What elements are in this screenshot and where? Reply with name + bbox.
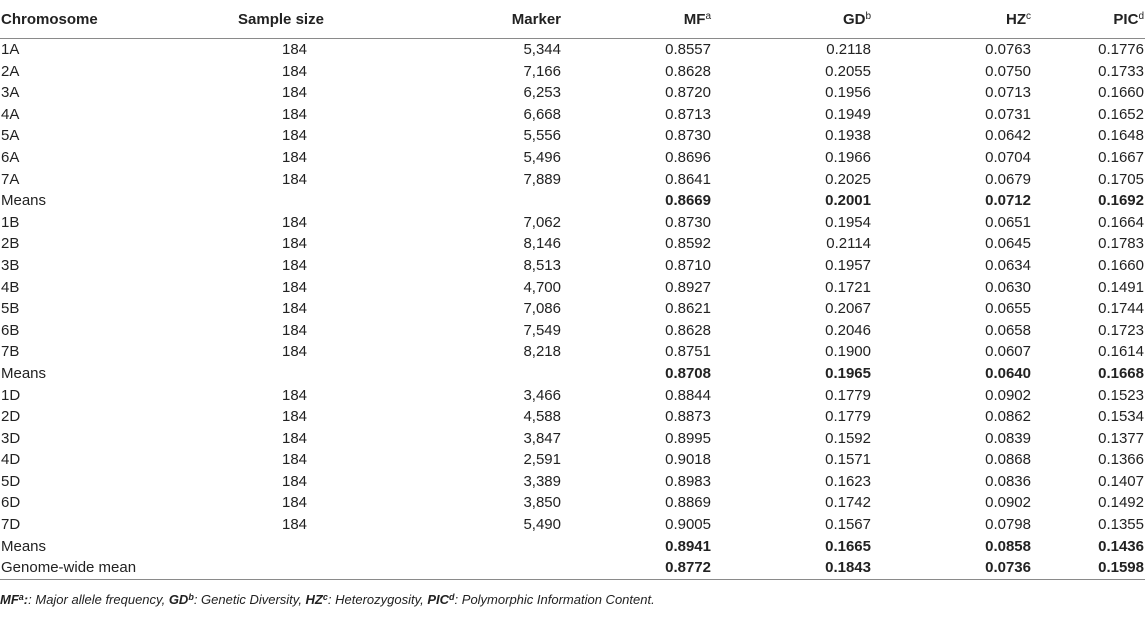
foot-hz-term: HZ	[305, 592, 323, 607]
cell-hz: 0.0713	[985, 84, 1031, 102]
cell-gd: 0.1843	[711, 557, 871, 579]
cell-gd: 0.2025	[825, 170, 871, 188]
col-header-gd	[711, 0, 871, 39]
gd-label: GD	[842, 10, 866, 28]
cell-chromosome: 5A	[1, 127, 20, 145]
cell-mf: 0.8941	[665, 537, 711, 555]
cell-marker: 3,847	[523, 429, 561, 447]
col-header-chromosome: Chromosome	[0, 0, 181, 39]
cell-marker: 7,166	[523, 62, 561, 80]
header-row	[0, 0, 1145, 39]
cell-marker: 7,549	[523, 321, 561, 339]
cell-mf: 0.8557	[665, 41, 711, 58]
cell-gd: 0.1956	[825, 84, 871, 102]
cell-gd: 0.2001	[825, 192, 871, 210]
cell-sample-size: 184	[281, 472, 308, 490]
cell-sample-size	[181, 190, 381, 212]
cell-hz: 0.0651	[985, 213, 1031, 231]
summary-row	[0, 363, 1145, 385]
cell-hz: 0.0902	[985, 494, 1031, 512]
cell-chromosome: 7D	[1, 516, 21, 534]
cell-sample-size: 184	[281, 62, 308, 80]
cell-sample-size: 184	[281, 256, 308, 274]
cell-mf: 0.8844	[665, 386, 711, 404]
cell-mf: 0.8628	[665, 62, 711, 80]
cell-mf: 0.8713	[665, 105, 711, 123]
table-row	[0, 39, 1145, 61]
mf-label: MF	[683, 10, 706, 28]
cell-pic: 0.1692	[1098, 192, 1144, 210]
cell-chromosome: 2D	[1, 408, 21, 426]
cell-pic: 0.1667	[1098, 148, 1144, 166]
cell-sample-size: 184	[281, 494, 308, 512]
cell-sample-size	[181, 536, 381, 558]
cell-mf: 0.8720	[665, 84, 711, 102]
cell-hz: 0.0712	[985, 192, 1031, 210]
cell-gd: 0.1949	[825, 105, 871, 123]
table-row	[0, 147, 1145, 169]
summary-row	[0, 190, 1145, 212]
cell-sample-size: 184	[281, 343, 308, 361]
cell-pic: 0.1652	[1098, 105, 1144, 123]
cell-sample-size: 184	[281, 386, 308, 404]
cell-pic: 0.1598	[1031, 557, 1145, 579]
cell-chromosome: 1B	[1, 213, 20, 231]
cell-gd: 0.1938	[825, 127, 871, 145]
cell-marker: 3,389	[523, 472, 561, 490]
cell-sample-size: 184	[281, 278, 308, 296]
foot-pic-term: PIC	[427, 592, 450, 607]
cell-chromosome: 1A	[1, 41, 20, 58]
cell-gd: 0.2118	[826, 41, 871, 58]
cell-sample-size	[181, 363, 381, 385]
cell-gd: 0.1571	[825, 451, 871, 469]
mf-sup: a	[705, 10, 711, 22]
table-row	[0, 341, 1145, 363]
cell-marker: 5,496	[523, 148, 561, 166]
col-header-marker: Marker	[381, 0, 561, 39]
cell-gd: 0.1900	[825, 343, 871, 361]
cell-mf: 0.8592	[665, 235, 711, 253]
cell-hz: 0.0858	[985, 537, 1031, 555]
cell-hz: 0.0634	[985, 256, 1031, 274]
cell-gd: 0.1965	[825, 364, 871, 382]
cell-hz: 0.0836	[985, 472, 1031, 490]
cell-gd: 0.1665	[825, 537, 871, 555]
cell-hz: 0.0640	[985, 364, 1031, 382]
cell-hz: 0.0607	[985, 343, 1031, 361]
cell-gd: 0.2067	[825, 300, 871, 318]
cell-hz: 0.0902	[985, 386, 1031, 404]
cell-mf: 0.8621	[665, 300, 711, 318]
table-row	[0, 428, 1145, 450]
cell-hz: 0.0630	[985, 278, 1031, 296]
cell-pic: 0.1614	[1098, 343, 1144, 361]
cell-marker: 5,344	[523, 41, 561, 58]
cell-sample-size: 184	[281, 213, 308, 231]
cell-hz: 0.0731	[985, 105, 1031, 123]
cell-chromosome: 6B	[1, 321, 20, 339]
cell-hz: 0.0655	[985, 300, 1031, 318]
cell-hz: 0.0750	[985, 62, 1031, 80]
pic-label: PIC	[1113, 10, 1139, 28]
cell-sample-size: 184	[281, 170, 308, 188]
foot-gd-text: : Genetic Diversity,	[193, 592, 306, 607]
cell-pic: 0.1660	[1098, 256, 1144, 274]
cell-hz: 0.0658	[985, 321, 1031, 339]
hz-label: HZ	[1006, 10, 1026, 28]
foot-pic-sup-text: d	[449, 592, 455, 602]
foot-hz-text: : Heterozygosity,	[327, 592, 428, 607]
cell-pic: 0.1783	[1098, 235, 1144, 253]
foot-mf-colon: :	[23, 592, 29, 607]
cell-hz: 0.0642	[985, 127, 1031, 145]
hz-sup: c	[1026, 10, 1031, 22]
cell-mf: 0.8669	[665, 192, 711, 210]
cell-sample-size	[181, 557, 381, 579]
cell-sample-size: 184	[281, 235, 308, 253]
cell-gd: 0.2055	[825, 62, 871, 80]
cell-gd: 0.2046	[825, 321, 871, 339]
cell-pic: 0.1492	[1098, 494, 1144, 512]
table-body	[0, 39, 1145, 580]
cell-marker: 8,146	[523, 235, 561, 253]
cell-mf: 0.8873	[665, 408, 711, 426]
cell-pic: 0.1377	[1098, 429, 1144, 447]
cell-pic: 0.1733	[1098, 62, 1144, 80]
cell-chromosome: 4A	[1, 105, 20, 123]
cell-chromosome: 2A	[1, 62, 20, 80]
cell-pic: 0.1534	[1098, 408, 1144, 426]
cell-pic: 0.1366	[1098, 451, 1144, 469]
cell-marker: 5,490	[523, 516, 561, 534]
table-row	[0, 255, 1145, 277]
cell-mf: 0.8710	[665, 256, 711, 274]
cell-marker: 7,889	[523, 170, 561, 188]
cell-pic: 0.1664	[1098, 213, 1144, 231]
table-row	[0, 298, 1145, 320]
foot-mf-sup-text: a	[18, 592, 24, 602]
foot-gd-sup-text: b	[188, 592, 194, 602]
cell-mf: 0.8995	[665, 429, 711, 447]
cell-mf: 0.8983	[665, 472, 711, 490]
foot-pic-text: : Polymorphic Information Content.	[454, 592, 655, 607]
cell-gd: 0.1954	[825, 213, 871, 231]
cell-marker: 7,086	[523, 300, 561, 318]
cell-marker: 5,556	[523, 127, 561, 145]
cell-mf: 0.8730	[665, 213, 711, 231]
cell-sample-size: 184	[281, 300, 308, 318]
cell-mf: 0.8708	[665, 364, 711, 382]
cell-gd: 0.2114	[826, 235, 871, 253]
cell-hz: 0.0736	[871, 557, 1031, 579]
cell-marker	[381, 557, 561, 579]
cell-marker	[381, 190, 561, 212]
cell-chromosome: Means	[1, 364, 47, 382]
table-row	[0, 233, 1145, 255]
table-footnote	[0, 592, 655, 607]
cell-gd: 0.1592	[825, 429, 871, 447]
cell-gd: 0.1721	[825, 278, 871, 296]
cell-sample-size: 184	[281, 451, 308, 469]
table-row	[0, 471, 1145, 493]
cell-pic: 0.1705	[1098, 170, 1144, 188]
cell-hz: 0.0862	[985, 408, 1031, 426]
cell-marker: 4,700	[523, 278, 561, 296]
cell-sample-size: 184	[281, 148, 308, 166]
cell-marker	[381, 536, 561, 558]
cell-chromosome: 5D	[1, 472, 21, 490]
cell-chromosome: 3D	[1, 429, 21, 447]
table-header	[0, 0, 1145, 39]
cell-sample-size: 184	[281, 41, 308, 58]
cell-hz: 0.0763	[985, 41, 1031, 58]
summary-row	[0, 557, 1145, 579]
col-header-pic	[1031, 0, 1145, 39]
cell-sample-size: 184	[281, 84, 308, 102]
foot-mf-term: MF	[0, 592, 19, 607]
cell-marker: 6,668	[523, 105, 561, 123]
cell-chromosome: Means	[1, 192, 47, 210]
cell-sample-size: 184	[281, 105, 308, 123]
table-row	[0, 449, 1145, 471]
cell-mf: 0.8628	[665, 321, 711, 339]
cell-marker: 4,588	[523, 408, 561, 426]
cell-chromosome: 3A	[1, 84, 20, 102]
cell-gd: 0.1623	[825, 472, 871, 490]
cell-chromosome: 3B	[1, 256, 20, 274]
table-row	[0, 169, 1145, 191]
cell-chromosome: 4B	[1, 278, 20, 296]
cell-chromosome: 6A	[1, 148, 20, 166]
cell-sample-size: 184	[281, 127, 308, 145]
cell-pic: 0.1776	[1098, 41, 1144, 58]
cell-sample-size: 184	[281, 321, 308, 339]
cell-hz: 0.0679	[985, 170, 1031, 188]
cell-hz: 0.0868	[985, 451, 1031, 469]
cell-mf: 0.8772	[561, 557, 711, 579]
cell-chromosome: 1D	[1, 386, 21, 404]
cell-pic: 0.1668	[1098, 364, 1144, 382]
cell-gd: 0.1779	[825, 408, 871, 426]
cell-hz: 0.0704	[985, 148, 1031, 166]
foot-mf-text: : Major allele frequency,	[28, 592, 169, 607]
cell-gd: 0.1567	[825, 516, 871, 534]
table-row	[0, 125, 1145, 147]
cell-sample-size: 184	[281, 516, 308, 534]
cell-marker: 8,513	[523, 256, 561, 274]
cell-pic: 0.1723	[1098, 321, 1144, 339]
cell-mf: 0.9018	[665, 451, 711, 469]
cell-sample-size: 184	[281, 408, 308, 426]
cell-hz: 0.0798	[985, 516, 1031, 534]
cell-marker: 8,218	[523, 343, 561, 361]
table-row	[0, 320, 1145, 342]
cell-mf: 0.8641	[665, 170, 711, 188]
cell-hz: 0.0839	[985, 429, 1031, 447]
cell-gd: 0.1779	[825, 386, 871, 404]
cell-gd: 0.1966	[825, 148, 871, 166]
cell-marker: 3,466	[523, 386, 561, 404]
table-row	[0, 514, 1145, 536]
cell-pic: 0.1407	[1098, 472, 1144, 490]
cell-pic: 0.1744	[1098, 300, 1144, 318]
cell-marker: 3,850	[523, 494, 561, 512]
table-row	[0, 104, 1145, 126]
cell-marker	[381, 363, 561, 385]
cell-pic: 0.1436	[1098, 537, 1144, 555]
table-row	[0, 82, 1145, 104]
pic-sup: d	[1138, 10, 1144, 22]
cell-pic: 0.1523	[1098, 386, 1144, 404]
table-row	[0, 492, 1145, 514]
cell-mf: 0.8869	[665, 494, 711, 512]
foot-gd-term: GD	[168, 592, 189, 607]
cell-mf: 0.8927	[665, 278, 711, 296]
col-header-mf	[561, 0, 711, 39]
cell-hz: 0.0645	[985, 235, 1031, 253]
table-row	[0, 277, 1145, 299]
cell-chromosome: 7A	[1, 170, 20, 188]
cell-mf: 0.9005	[665, 516, 711, 534]
cell-mf: 0.8751	[665, 343, 711, 361]
col-header-hz	[871, 0, 1031, 39]
cell-chromosome: 5B	[1, 300, 20, 318]
table-row	[0, 212, 1145, 234]
cell-sample-size: 184	[281, 429, 308, 447]
table-row	[0, 385, 1145, 407]
cell-marker: 6,253	[523, 84, 561, 102]
cell-mf: 0.8696	[665, 148, 711, 166]
cell-pic: 0.1660	[1098, 84, 1144, 102]
cell-chromosome: Genome-wide mean	[0, 557, 181, 579]
cell-marker: 2,591	[523, 451, 561, 469]
cell-pic: 0.1491	[1098, 278, 1144, 296]
table-row	[0, 406, 1145, 428]
cell-chromosome: 2B	[1, 235, 20, 253]
cell-chromosome: 7B	[1, 343, 20, 361]
table-row	[0, 61, 1145, 83]
cell-chromosome: 4D	[1, 451, 21, 469]
cell-mf: 0.8730	[665, 127, 711, 145]
cell-gd: 0.1742	[825, 494, 871, 512]
cell-chromosome: Means	[1, 537, 47, 555]
foot-hz-sup-text: c	[322, 592, 328, 602]
cell-marker: 7,062	[523, 213, 561, 231]
cell-chromosome: 6D	[1, 494, 21, 512]
cell-gd: 0.1957	[825, 256, 871, 274]
summary-row	[0, 536, 1145, 558]
gd-sup: b	[865, 10, 871, 22]
cell-pic: 0.1648	[1098, 127, 1144, 145]
col-header-sample-size: Sample size	[181, 0, 381, 39]
cell-pic: 0.1355	[1098, 516, 1144, 534]
